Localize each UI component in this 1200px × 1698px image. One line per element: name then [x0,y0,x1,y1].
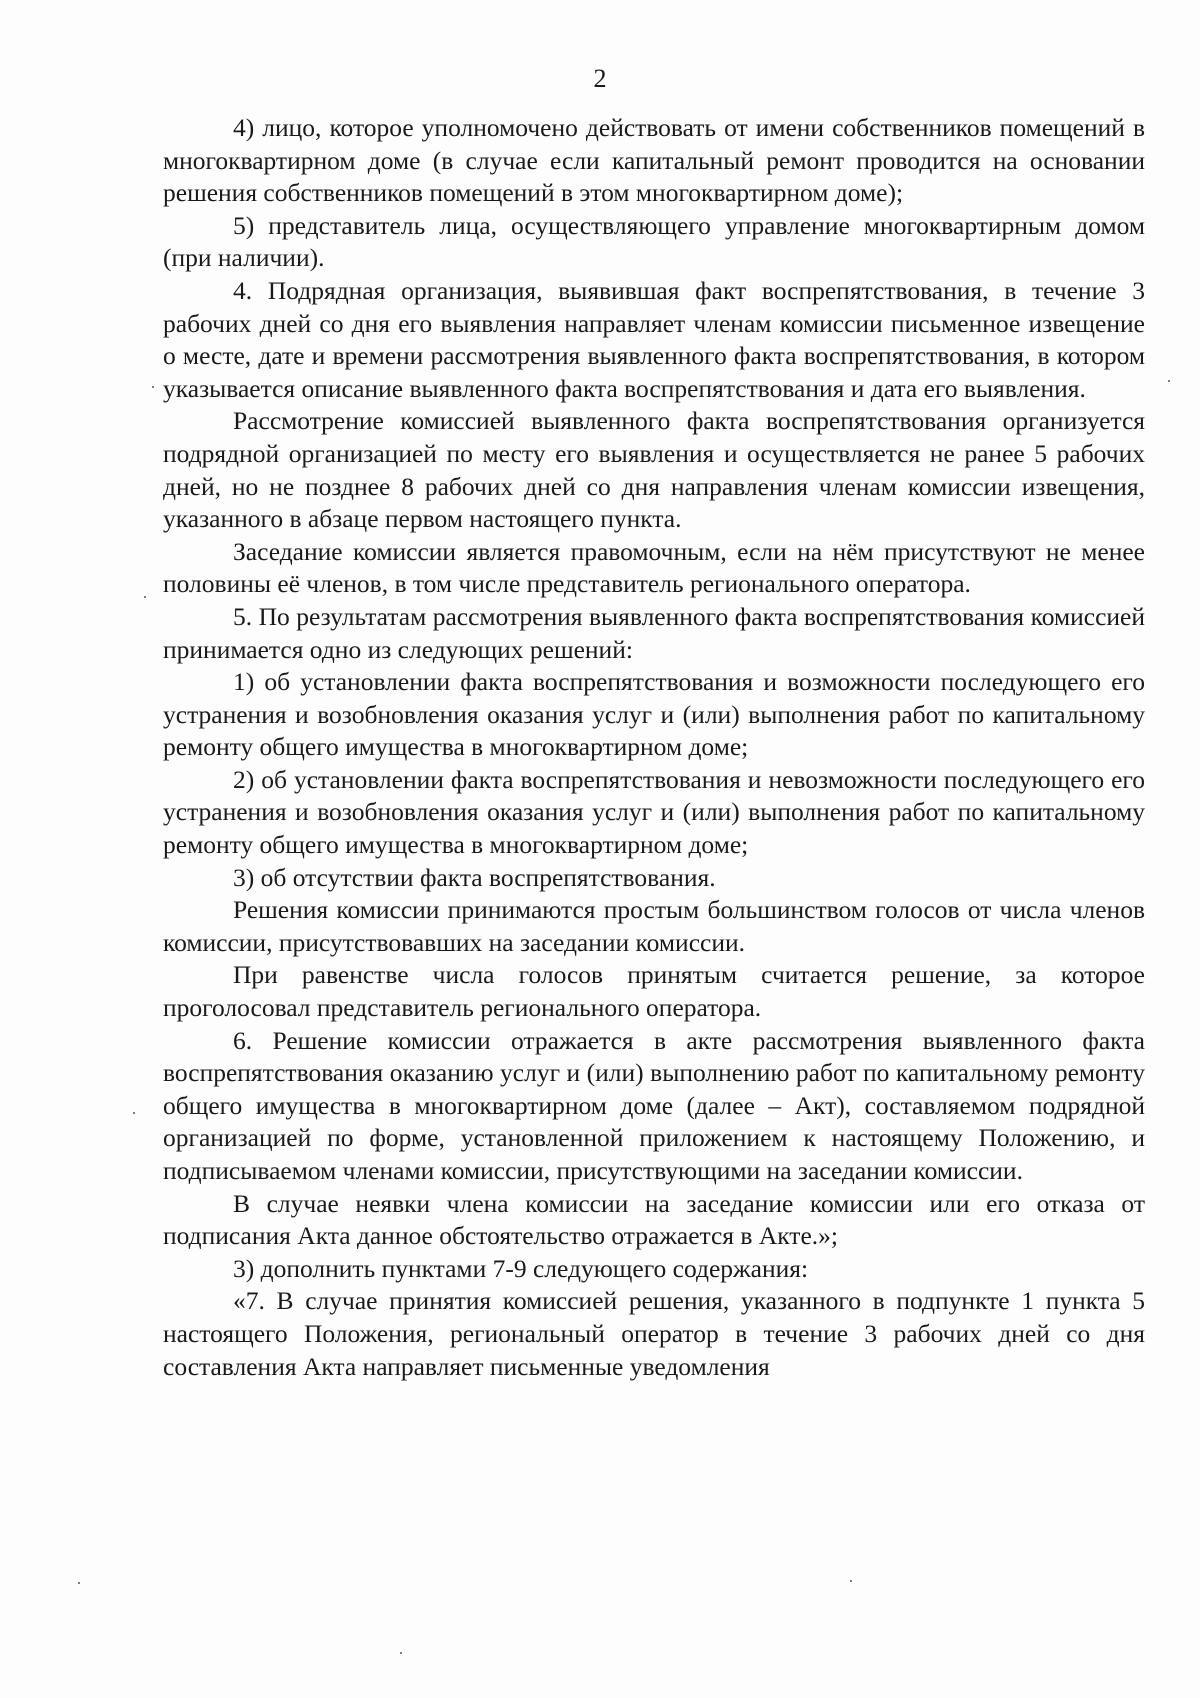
paragraph: 4. Подрядная организация, выявившая факт воспрепятствования, в течение 3 рабочих дней со дня его выявления направляет членам комиссии письменное извещение о месте, дате и времени рассмотрения выявленного факта воспрепятствования, в котором указывается описание выявленного факта воспрепятствования и дата его выявления. [163,275,1145,403]
paragraph: 3) об отсутствии факта воспрепятствования. [233,862,716,892]
document-body [163,112,1145,1383]
scan-speck [78,1582,80,1584]
paragraph: Заседание комиссии является правомочным, если на нём присутствуют не менее половины её членов, в том числе представитель регионального оператора. [163,536,1145,599]
scan-speck [1168,380,1170,382]
paragraph: 4) лицо, которое уполномочено действовать от имени собственников помещений в многоквартирном доме (в случае если капитальный ремонт проводится на основании решения собственников помещений в этом многоквартирном доме); [163,113,1145,208]
scan-speck [850,1580,852,1582]
paragraph: В случае неявки члена комиссии на заседание комиссии или его отказа от подписания Акта данное обстоятельство отражается в Акте.»; [163,1188,1145,1251]
paragraph: 5. По результатам рассмотрения выявленного факта воспрепятствования комиссией принимается одно из следующих решений: [163,601,1145,664]
paragraph: 6. Решение комиссии отражается в акте рассмотрения выявленного факта воспрепятствования оказанию услуг и (или) выполнению работ по капитальному ремонту общего имущества в многоквартирном доме (далее – Акт), составляемом подрядной организацией по форме, установленной приложением к настоящему Положению, и подписываемом членами комиссии, присутствующими на заседании комиссии. [163,1025,1145,1185]
paragraph: При равенстве числа голосов принятым считается решение, за которое проголосовал представитель регионального оператора. [163,960,1145,1023]
paragraph: 2) об установлении факта воспрепятствования и невозможности последующего его устранения и возобновления оказания услуг и (или) выполнения работ по капитальному ремонту общего имущества в многоквартирном доме; [163,764,1145,860]
scan-speck [400,1652,402,1654]
paragraph: Решения комиссии принимаются простым большинством голосов от числа членов комиссии, присутствовавших на заседании комиссии. [163,895,1145,957]
scan-speck [144,596,146,598]
paragraph: 5) представитель лица, осуществляющего управление многоквартирным домом (при наличии). [163,210,1145,273]
paragraph: 3) дополнить пунктами 7-9 следующего содержания: [233,1253,809,1283]
paragraph: Рассмотрение комиссией выявленного факта воспрепятствования организуется подрядной организацией по месту его выявления и осуществляется не ранее 5 рабочих дней, но не позднее 8 рабочих дней со дня направления членам комиссии извещения, указанного в абзаце первом настоящего пункта. [163,406,1145,534]
paragraph: «7. В случае принятия комиссией решения, указанного в подпункте 1 пункта 5 настоящего Положения, региональный оператор в течение 3 рабочих дней со дня составления Акта направляет письменные уведомления [163,1286,1145,1381]
scan-speck [152,386,154,388]
page-number: 2 [593,64,607,93]
paragraph: 1) об установлении факта воспрепятствования и возможности последующего его устранения и возобновления оказания услуг и (или) выполнения работ по капитальному ремонту общего имущества в многоквартирном доме; [163,667,1145,762]
scan-speck [133,1112,135,1114]
